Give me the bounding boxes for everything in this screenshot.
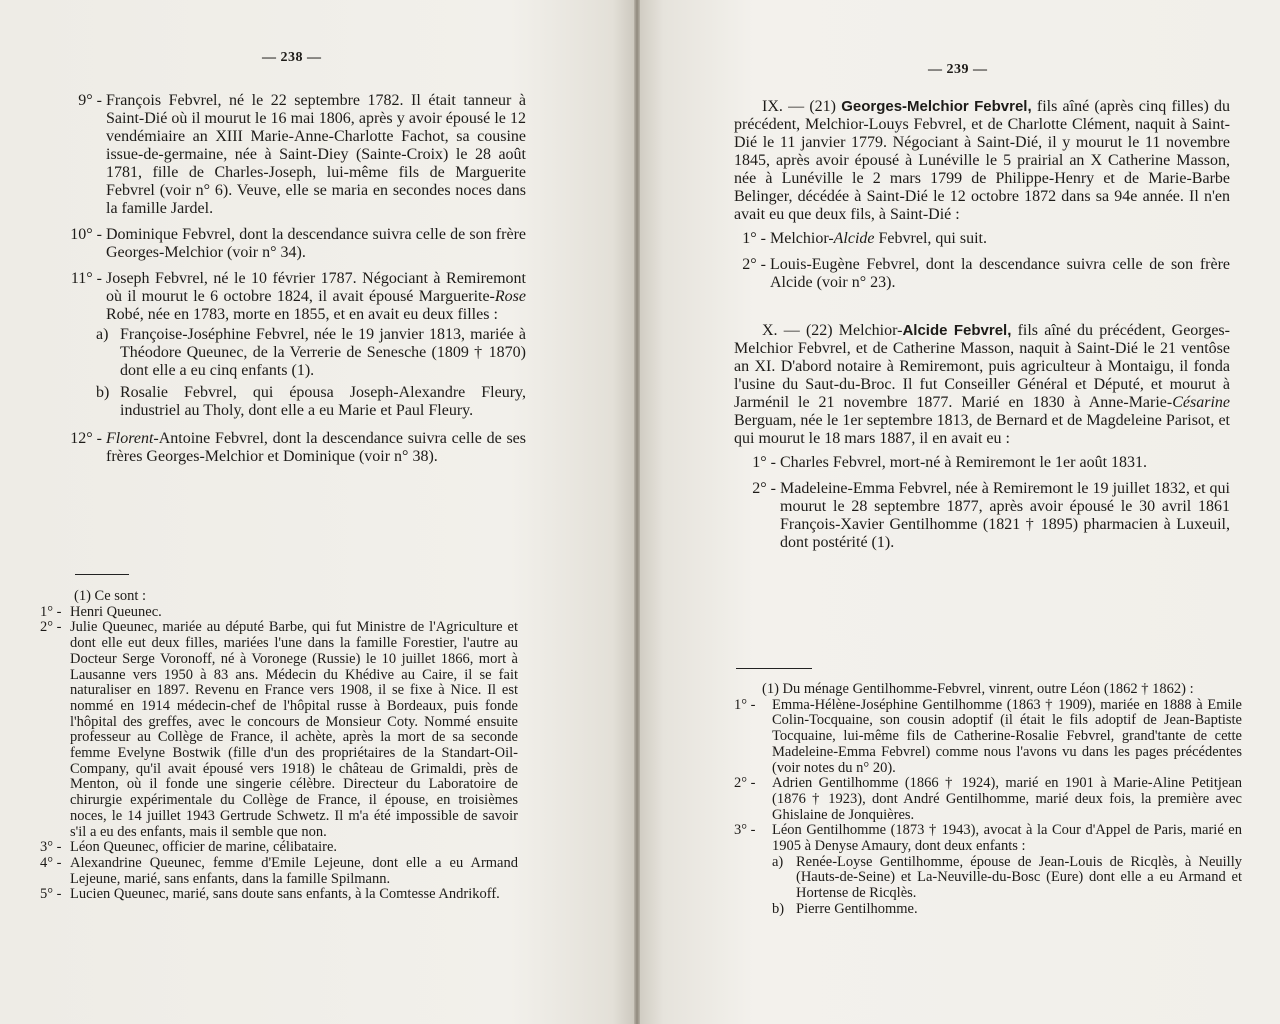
sub-item-a (96, 326, 526, 380)
book-gutter (634, 0, 640, 1024)
footnote-item-2 (40, 620, 518, 840)
sub-item-label: b) (772, 900, 785, 917)
section-ix-item-2 (734, 256, 1230, 292)
footnote-item-5 (40, 887, 518, 903)
left-footnote (40, 589, 518, 903)
page-number-239: — 239 — (928, 62, 988, 77)
section-ix-item-1 (734, 230, 1230, 248)
entry-text: Julie Queunec, mariée au député Barbe, qui fut Ministre de l'Agriculture et dont elle eut deux filles, mariées l'une dans la famille Forestier, l'autre au Docteur Serge Voronoff, né à Voronege (Russie) le 10 juillet 1866, mort à Lausanne vers 1950 à 83 ans. Médecin du Khédive au Caire, il se fait naturaliser en 1897. Revenu en France vers 1908, il se fixe à Nice. Il est nommé en 1914 médecin-chef de l'hôpital russe à Bordeaux, puis fonde l'hôpital des greffes, avec le concours de Monsieur Coty. Nommé ensuite professeur au Collège de France, il achète, après la mort de sa seconde femme Evelyne Bostwik (fille d'un des propriétaires de la Standart-Oil-Company, qu'il avait épousé vers 1918) le château de Grimaldi, près de Menton, où il fonde une singerie célèbre. Directeur du Laboratoire de chirurgie expérimentale du Collège de France, il épouse, en troisièmes noces, le 14 juillet 1943 Gertrude Schwetz. Il m'a été impossible de savoir s'il a eu des enfants, mais il semble que non. (70, 619, 518, 840)
entry-number: 1° - (40, 603, 66, 620)
footnote-rule (736, 668, 812, 669)
sub-item-text: Françoise-Joséphine Febvrel, née le 19 janvier 1813, mariée à Théodore Queunec, de la Verrerie de Senesche (1809 † 1870) dont elle a eu cinq enfants (1). (120, 326, 526, 379)
entry-text: Dominique Febvrel, dont la descendance suivra celle de son frère Georges-Melchior (voir n° 34). (106, 226, 526, 261)
footnote-item-1 (40, 605, 518, 621)
entry-text: Lucien Queunec, marié, sans doute sans enfants, à la Comtesse Andrikoff. (70, 886, 500, 903)
entry-text: François Febvrel, né le 22 septembre 1782. Il était tanneur à Saint-Dié où il mourut le 16 mai 1806, après y avoir épousé le 12 vendémiaire an XIII Marie-Anne-Charlotte Fachot, sa cousine issue-de-germaine, née à Saint-Diey (Sainte-Croix) le 28 août 1781, fille de Charles-Joseph, lui-même fils de Marguerite Febvrel (voir n° 6). Veuve, elle se maria en secondes noces dans la famille Jardel. (106, 92, 526, 217)
right-main-text (734, 98, 1230, 560)
footnote-intro: (1) Du ménage Gentilhomme-Febvrel, vinrent, outre Léon (1862 † 1862) : (762, 681, 1194, 697)
entry-number: 1° - (752, 454, 780, 471)
entry-text: Louis-Eugène Febvrel, dont la descendance suivra celle de son frère Alcide (voir n° 23). (770, 256, 1230, 291)
entry-number: 9° - (78, 92, 106, 109)
footnote-rule (75, 574, 129, 575)
sub-item-text: Renée-Loyse Gentilhomme, épouse de Jean-Louis de Ricqlès, à Neuilly (Hauts-de-Seine) et La-Neuville-du-Bosc (Eure) dont elle a eu Armand et Hortense de Ricqlès. (796, 853, 1242, 902)
footnote-sub-item-b (772, 902, 1242, 918)
left-main-text (52, 92, 526, 474)
entry-text: Melchior-Alcide Febvrel, qui suit. (770, 230, 987, 247)
entry-number: 12° - (70, 430, 106, 447)
left-page (0, 0, 638, 1024)
entry-text: Henri Queunec. (70, 603, 162, 620)
entry-number: 4° - (40, 854, 66, 871)
entry-number: 1° - (734, 696, 760, 713)
sub-item-text: Pierre Gentilhomme. (796, 900, 918, 917)
sub-item-b (96, 384, 526, 420)
section-ix: IX. — (21) Georges-Melchior Febvrel, fils aîné (après cinq filles) du précédent, Melchior-Louys Febvrel, et de Charlotte Clément, naquit à Saint-Dié le 11 janvier 1779. Négociant à Saint-Dié, il y mourut le 11 novembre 1845, après avoir épousé à Lunéville le 5 prairial an X Catherine Masson, née à Lunéville le 2 mars 1799 de Philippe-Henry et de Marie-Barbe Belinger, décédée à Saint-Dié le 12 octobre 1872 dans sa 94e année. Il n'en avait eu que deux fils, à Saint-Dié : (734, 98, 1231, 223)
entry-10 (52, 226, 526, 262)
entry-11 (52, 270, 526, 324)
right-footnote (734, 682, 1242, 918)
entry-text: Joseph Febvrel, né le 10 février 1787. Négociant à Remiremont où il mourut le 6 octobre 1824, il avait épousé Marguerite-Rose Robé, née en 1783, morte en 1855, et en avait eu deux filles : (106, 270, 526, 323)
entry-text: Léon Gentilhomme (1873 † 1943), avocat à la Cour d'Appel de Paris, marié en 1905 à Denyse Amaury, dont deux enfants : (772, 822, 1242, 855)
entry-number: 1° - (742, 230, 770, 247)
section-x-item-1 (734, 454, 1230, 472)
entry-text: Alexandrine Queunec, femme d'Emile Lejeune, dont elle a eu Armand Lejeune, marié, sans enfants, dans la famille Spilmann. (70, 854, 518, 887)
entry-text: Florent-Antoine Febvrel, dont la descendance suivra celle de ses frères Georges-Melchior et Dominique (voir n° 38). (106, 430, 526, 465)
entry-number: 10° - (70, 226, 106, 243)
footnote-item-2 (734, 776, 1242, 823)
footnote-item-3 (40, 840, 518, 856)
entry-number: 5° - (40, 886, 66, 903)
entry-number: 2° - (734, 775, 760, 792)
right-page (638, 0, 1280, 1024)
footnote-sub-item-a (772, 855, 1242, 902)
footnote-intro: (1) Ce sont : (74, 588, 147, 604)
sub-item-text: Rosalie Febvrel, qui épousa Joseph-Alexandre Fleury, industriel au Tholy, dont elle a eu Marie et Paul Fleury. (120, 384, 526, 419)
entry-number: 2° - (40, 619, 66, 636)
section-x: X. — (22) Melchior-Alcide Febvrel, fils aîné du précédent, Georges-Melchior Febvrel, et de Catherine Masson, naquit à Saint-Dié le 21 ventôse an XI. D'abord notaire à Remiremont, puis agriculteur à Montaigu, il fonda l'usine du Saut-du-Broc. Il fut Conseiller Général et Député, et mourut à Jarménil le 21 novembre 1877. Marié en 1830 à Anne-Marie-Césarine Berguam, née le 1er septembre 1813, de Bernard et de Magdeleine Parisot, et qui mourut le 18 mars 1887, il en avait eu : (734, 322, 1230, 447)
sub-item-label: a) (96, 326, 109, 343)
section-x-item-2 (734, 480, 1230, 552)
entry-number: 11° - (70, 270, 106, 287)
page-number-238: — 238 — (262, 50, 322, 65)
entry-text: Adrien Gentilhomme (1866 † 1924), marié en 1901 à Marie-Aline Petitjean (1876 † 1923), dont André Gentilhomme, marié deux fois, la première avec Ghislaine de Jonquières. (772, 775, 1242, 823)
footnote-item-3 (734, 823, 1242, 854)
entry-text: Madeleine-Emma Febvrel, née à Remiremont le 19 juillet 1832, et qui mourut le 28 septembre 1877, après avoir épousé le 30 avril 1861 François-Xavier Gentilhomme (1821 † 1895) pharmacien à Luxeuil, dont postérité (1). (780, 480, 1230, 551)
sub-item-label: a) (772, 853, 784, 870)
entry-text: Emma-Hélène-Joséphine Gentilhomme (1863 † 1909), mariée en 1888 à Emile Colin-Tocquaine, son cousin adoptif (il était le fils adoptif de Jean-Baptiste Tocquaine, lui-même fils de Catherine-Rosalie Febvrel, grand'tante de cette Madeleine-Emma Febvrel) comme nous l'avons vu dans les pages précédentes (voir notes du n° 20). (772, 696, 1242, 776)
sub-item-label: b) (96, 384, 110, 401)
entry-9 (52, 92, 526, 218)
entry-number: 2° - (742, 256, 770, 273)
entry-number: 2° - (752, 480, 780, 497)
entry-text: Charles Febvrel, mort-né à Remiremont le 1er août 1831. (780, 454, 1148, 471)
footnote-item-1 (734, 698, 1242, 777)
entry-number: 3° - (40, 839, 66, 856)
footnote-item-4 (40, 856, 518, 887)
entry-number: 3° - (734, 822, 760, 839)
entry-text: Léon Queunec, officier de marine, célibataire. (70, 839, 338, 856)
entry-12 (52, 430, 526, 466)
